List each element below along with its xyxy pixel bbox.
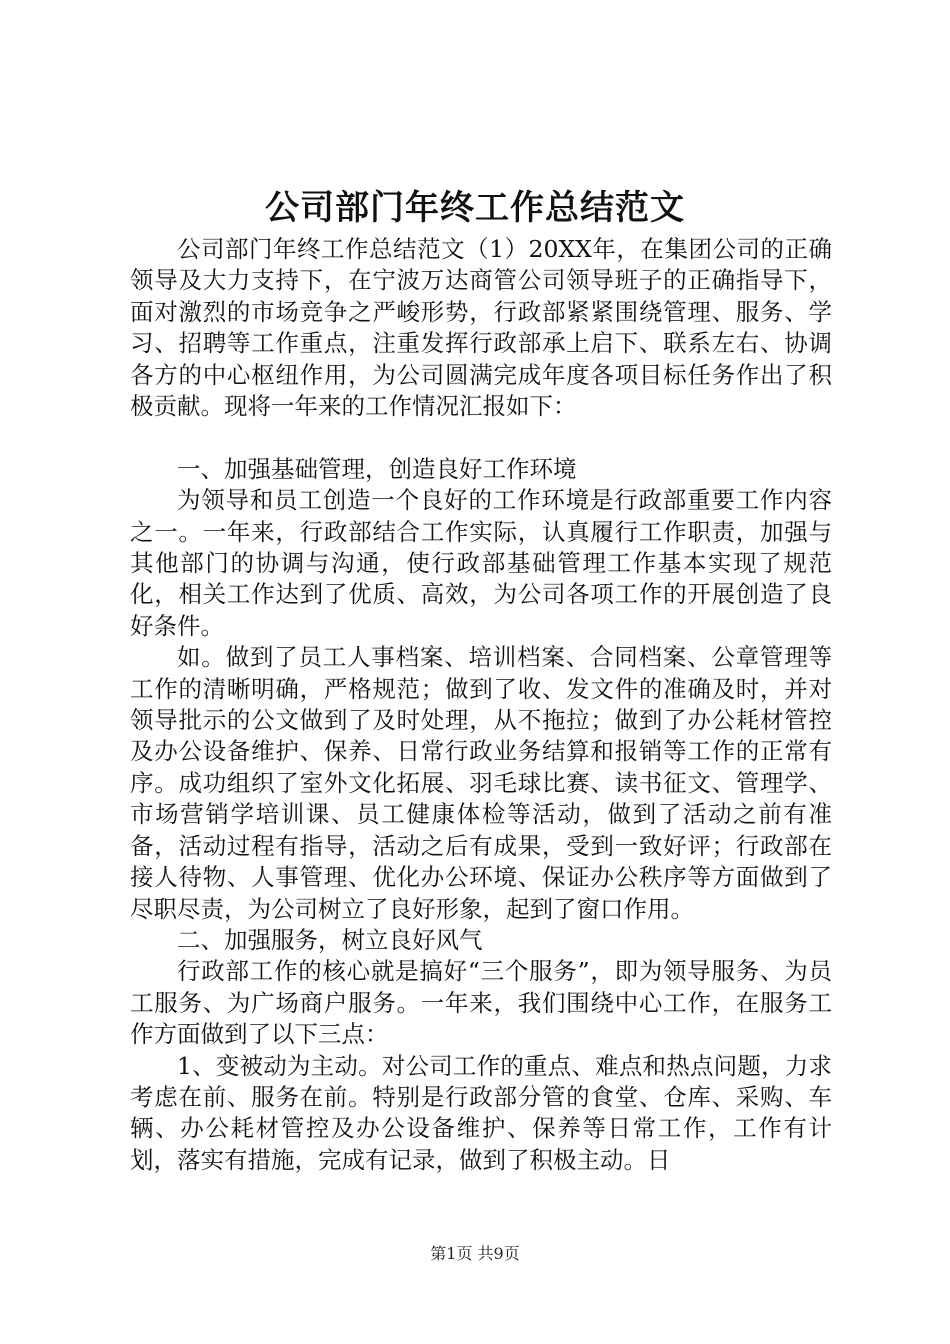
document-title: 公司部门年终工作总结范文 [265, 188, 685, 228]
page-number: 第1页 共9页 [430, 1244, 520, 1263]
paragraph-point-1: 1、变被动为主动。对公司工作的重点、难点和热点问题，力求考虑在前、服务在前。特别是行政部分管的食堂、仓库、采购、车辆、办公耗材管控及办公设备维护、保养等日常工作，工作有计划，落实有措施，完成有记录，做到了积极主动。日 [130, 1051, 832, 1174]
paragraph-environment: 为领导和员工创造一个良好的工作环境是行政部重要工作内容之一。一年来，行政部结合工作实际，认真履行工作职责，加强与其他部门的协调与沟通，使行政部基础管理工作基本实现了规范化，相关工作达到了优质、高效，为公司各项工作的开展创造了良好条件。 [130, 486, 832, 640]
paragraph-gap [130, 422, 832, 453]
document-body [130, 234, 832, 1176]
section-heading-2: 二、加强服务，树立良好风气 [177, 925, 483, 954]
paragraph-examples: 如。做到了员工人事档案、培训档案、合同档案、公章管理等工作的清晰明确，严格规范；做到了收、发文件的准确及时，并对领导批示的公文做到了及时处理，从不拖拉；做到了办公耗材管控及办公设备维护、保养、日常行政业务结算和报销等工作的正常有序。成功组织了室外文化拓展、羽毛球比赛、读书征文、管理学、市场营销学培训课、员工健康体检等活动，做到了活动之前有准备，活动过程有指导，活动之后有成果，受到一致好评；行政部在接人待物、人事管理、优化办公环境、保证办公秩序等方面做到了尽职尽责，为公司树立了良好形象，起到了窗口作用。 [130, 643, 832, 923]
section-heading-1: 一、加强基础管理，创造良好工作环境 [177, 454, 577, 483]
paragraph-service: 行政部工作的核心就是搞好“三个服务”，即为领导服务、为员工服务、为广场商户服务。一年来，我们围绕中心工作，在服务工作方面做到了以下三点： [130, 957, 832, 1049]
paragraph-intro: 公司部门年终工作总结范文（1）20XX年，在集团公司的正确领导及大力支持下，在宁波万达商管公司领导班子的正确指导下，面对激烈的市场竞争之严峻形势，行政部紧紧围绕管理、服务、学习、招聘等工作重点，注重发挥行政部承上启下、联系左右、协调各方的中心枢纽作用，为公司圆满完成年度各项目标任务作出了积极贡献。现将一年来的工作情况汇报如下： [130, 235, 832, 421]
